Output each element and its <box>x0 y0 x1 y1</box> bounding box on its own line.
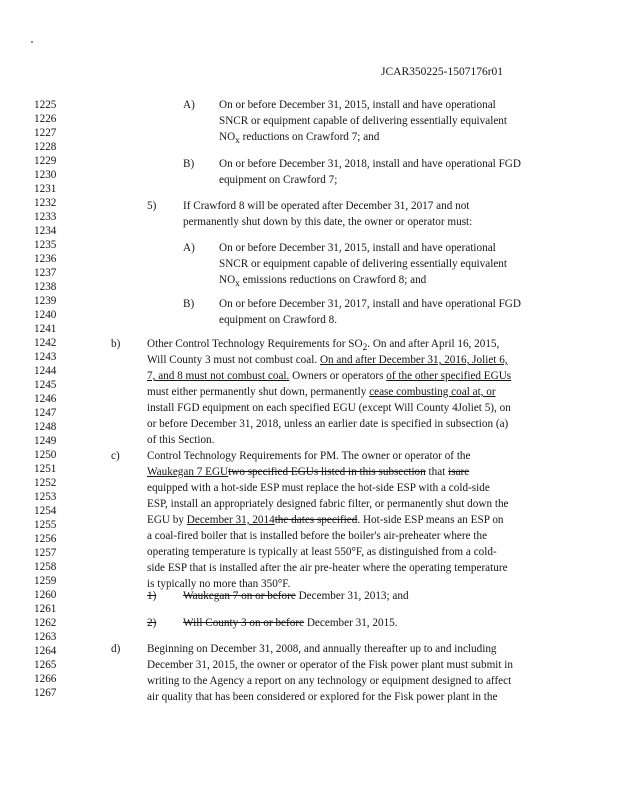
body-line: Control Technology Requirements for PM. The owner or operator of the <box>147 450 471 462</box>
deleted-text: Waukegan 7 on or before <box>183 590 296 602</box>
subscript: x <box>235 279 240 290</box>
line-number: 1250 <box>34 449 57 461</box>
body-line <box>183 617 398 630</box>
text-run: Owners or operators <box>289 370 387 382</box>
body-line: equipment on Crawford 8. <box>219 314 338 326</box>
scan-speck <box>31 41 33 43</box>
text-run: NO <box>219 274 236 286</box>
body-line <box>183 590 409 603</box>
line-number: 1266 <box>34 673 57 685</box>
line-number: 1249 <box>34 435 57 447</box>
item-label-2: 2) <box>147 617 157 629</box>
line-number: 1262 <box>34 617 57 629</box>
line-number: 1237 <box>34 267 57 279</box>
text-run: Will County 3 must not combust coal. <box>147 354 320 366</box>
text-run: December 31, 2013; and <box>295 590 409 602</box>
body-line <box>147 338 499 355</box>
body-line: permanently shut down by this date, the owner or operator must: <box>183 216 473 228</box>
item-label-B: B) <box>183 158 195 170</box>
inserted-text: Waukegan 7 EGU <box>147 466 229 478</box>
item-label-b: b) <box>111 338 121 350</box>
line-number: 1228 <box>34 141 57 153</box>
line-number: 1252 <box>34 477 57 489</box>
text-run: that <box>425 466 449 478</box>
body-line <box>147 514 504 527</box>
text-run: Other Control Technology Requirements for SO <box>147 338 363 350</box>
inserted-text: On and after December 31, 2016, Joliet 6, <box>319 354 508 366</box>
body-line: On or before December 31, 2017, install and have operational FGD <box>219 298 521 310</box>
line-number: 1230 <box>34 169 57 181</box>
body-line <box>147 386 496 399</box>
line-number: 1253 <box>34 491 57 503</box>
text-run: NO <box>219 131 236 143</box>
line-number: 1236 <box>34 253 57 265</box>
line-number: 1240 <box>34 309 57 321</box>
body-line: December 31, 2015, the owner or operator of the Fisk power plant must submit in <box>147 659 514 671</box>
line-number: 1231 <box>34 183 57 195</box>
line-number: 1225 <box>34 99 57 111</box>
line-number: 1227 <box>34 127 57 139</box>
body-line <box>219 131 379 148</box>
body-line: or before December 31, 2018, unless an earlier date is specified in subsection (a) <box>147 418 509 430</box>
line-number: 1242 <box>34 337 57 349</box>
item-label-d: d) <box>111 643 121 655</box>
line-number: 1247 <box>34 407 57 419</box>
deleted-text: two specified EGUs listed in this subsection <box>228 466 426 478</box>
line-number: 1234 <box>34 225 57 237</box>
line-number: 1256 <box>34 533 57 545</box>
item-label-A: A) <box>183 242 195 254</box>
deleted-text: Will County 3 on or before <box>183 617 305 629</box>
body-line: SNCR or equipment capable of delivering essentially equivalent <box>219 115 508 127</box>
body-line <box>147 354 508 367</box>
line-number: 1226 <box>34 113 57 125</box>
item-label-B: B) <box>183 298 195 310</box>
body-line <box>219 274 426 291</box>
line-number: 1261 <box>34 603 57 615</box>
body-line: air quality that has been considered or explored for the Fisk power plant in the <box>147 691 498 703</box>
line-number: 1246 <box>34 393 57 405</box>
line-number: 1243 <box>34 351 57 363</box>
text-run: reductions on Crawford 7; and <box>239 131 380 143</box>
inserted-text: December 31, 2014 <box>186 514 275 526</box>
body-line: writing to the Agency a report on any technology or equipment designed to affect <box>147 675 512 687</box>
text-run: must either permanently shut down, permanently <box>147 386 370 398</box>
item-label-c: c) <box>111 450 120 462</box>
text-run: December 31, 2015. <box>304 617 398 629</box>
line-number: 1265 <box>34 659 57 671</box>
body-line: On or before December 31, 2015, install and have operational <box>219 242 496 254</box>
body-line: If Crawford 8 will be operated after December 31, 2017 and not <box>183 200 470 212</box>
body-line: side ESP that is installed after the air pre-heater where the operating temperature <box>147 562 508 574</box>
line-number: 1254 <box>34 505 57 517</box>
line-number: 1235 <box>34 239 57 251</box>
body-line <box>147 370 511 383</box>
document-header-id: JCAR350225-1507176r01 <box>381 66 504 78</box>
text-run: . On and after April 16, 2015, <box>367 338 500 350</box>
line-number: 1239 <box>34 295 57 307</box>
line-number: 1263 <box>34 631 57 643</box>
body-line: On or before December 31, 2018, install and have operational FGD <box>219 158 521 170</box>
body-line: operating temperature is typically at least 550°F, as distinguished from a cold- <box>147 546 497 558</box>
line-number: 1259 <box>34 575 57 587</box>
text-run: emissions reductions on Crawford 8; and <box>239 274 427 286</box>
body-line: a coal-fired boiler that is installed before the boiler's air-preheater where the <box>147 530 488 542</box>
line-number: 1238 <box>34 281 57 293</box>
line-number: 1229 <box>34 155 57 167</box>
inserted-text: cease combusting coal at, or <box>369 386 496 398</box>
line-number: 1248 <box>34 421 57 433</box>
line-number: 1258 <box>34 561 57 573</box>
body-line <box>147 466 469 479</box>
line-number: 1232 <box>34 197 57 209</box>
line-number: 1245 <box>34 379 57 391</box>
text-run: . Hot-side ESP means an ESP on <box>357 514 504 526</box>
deleted-text: specified <box>316 514 358 526</box>
line-number: 1241 <box>34 323 57 335</box>
body-line: install FGD equipment on each specified EGU (except Will County 4Joliet 5), on <box>147 402 511 414</box>
subscript: 2 <box>362 343 368 354</box>
body-line: is typically no more than 350°F. <box>147 578 291 590</box>
item-label-A: A) <box>183 99 195 111</box>
body-line: equipped with a hot-side ESP must replace the hot-side ESP with a cold-side <box>147 482 490 494</box>
line-number: 1257 <box>34 547 57 559</box>
text-run: EGU by <box>147 514 187 526</box>
item-label-1: 1) <box>147 590 157 602</box>
line-number: 1233 <box>34 211 57 223</box>
deleted-text: isare <box>448 466 470 478</box>
line-number: 1264 <box>34 645 57 657</box>
line-number: 1260 <box>34 589 57 601</box>
deleted-text: the dates <box>274 514 317 526</box>
item-label-5: 5) <box>147 200 157 212</box>
body-line: SNCR or equipment capable of delivering essentially equivalent <box>219 258 508 270</box>
body-line: ESP, install an appropriately designed fabric filter, or permanently shut down the <box>147 498 509 510</box>
body-line: Beginning on December 31, 2008, and annually thereafter up to and including <box>147 643 497 655</box>
line-number: 1244 <box>34 365 57 377</box>
body-line: On or before December 31, 2015, install and have operational <box>219 99 496 111</box>
body-line: equipment on Crawford 7; <box>219 174 338 186</box>
body-line: of this Section. <box>147 434 215 446</box>
inserted-text: of the other specified EGUs <box>386 370 512 382</box>
subscript: x <box>235 136 240 147</box>
line-number: 1267 <box>34 687 57 699</box>
inserted-text: 7, and 8 must not combust coal. <box>147 370 290 382</box>
line-number: 1251 <box>34 463 57 475</box>
line-number: 1255 <box>34 519 57 531</box>
